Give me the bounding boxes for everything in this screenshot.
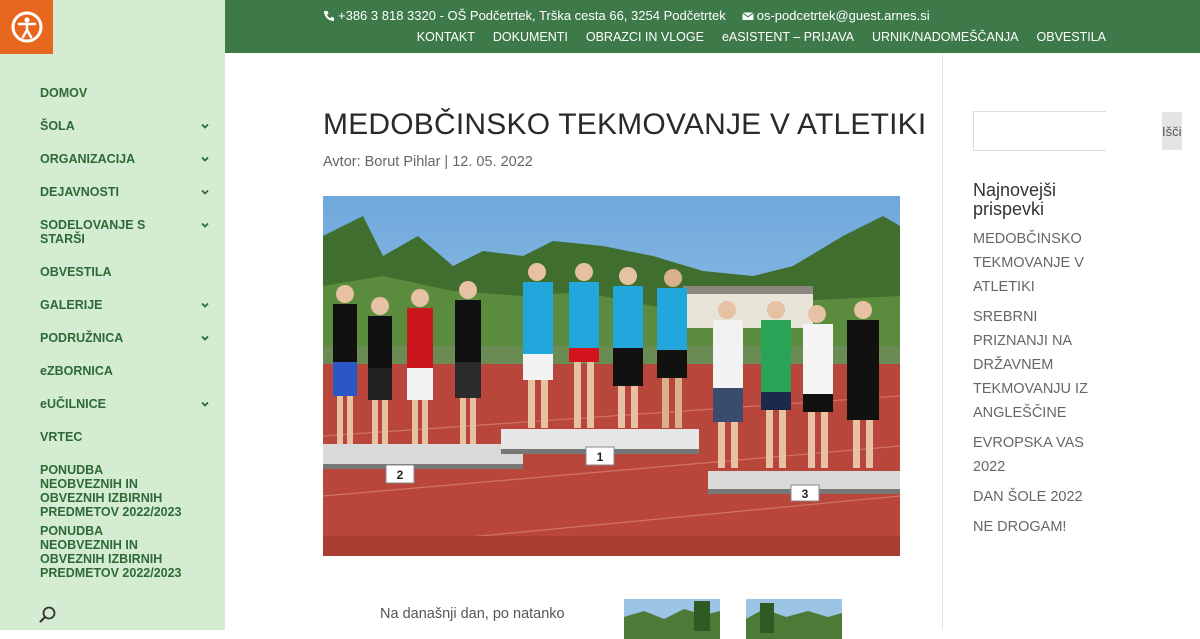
- topnav-urnik[interactable]: URNIK/NADOMEŠČANJA: [871, 30, 1019, 44]
- svg-text:1: 1: [596, 450, 604, 464]
- sidebar-nav-item[interactable]: [40, 152, 210, 166]
- recent-post-link[interactable]: DAN ŠOLE 2022: [973, 489, 1083, 505]
- sidebar-nav-item[interactable]: [40, 397, 210, 411]
- accessibility-icon: [10, 10, 44, 44]
- chevron-down-icon[interactable]: [200, 154, 210, 164]
- gallery-thumbnail[interactable]: [746, 599, 842, 639]
- envelope-icon: [742, 10, 754, 22]
- chevron-down-icon[interactable]: [200, 121, 210, 131]
- left-sidebar: [0, 0, 225, 630]
- sidebar-nav-item[interactable]: [40, 265, 210, 279]
- athletes-podium-photo: [323, 196, 900, 556]
- sidebar-nav-item[interactable]: [40, 331, 210, 345]
- sidebar-nav-label: PONUDBA NEOBVEZNIH IN OBVEZNIH IZBIRNIH PREDMETOV 2022/2023: [40, 463, 182, 519]
- recent-post-link[interactable]: SREBRNI PRIZNANJI NA DRŽAVNEM TEKMOVANJU IZ ANGLEŠČINE: [973, 309, 1088, 421]
- chevron-down-icon[interactable]: [200, 300, 210, 310]
- chevron-down-icon[interactable]: [200, 187, 210, 197]
- top-header: [225, 0, 1200, 53]
- search-widget: [973, 111, 1182, 151]
- sidebar-nav-label: SODELOVANJE S STARŠI: [40, 218, 146, 246]
- sidebar-nav-item[interactable]: [40, 524, 210, 580]
- sidebar-nav-item[interactable]: [40, 86, 210, 100]
- sidebar-nav-item[interactable]: [40, 430, 210, 444]
- sidebar-nav-label: GALERIJE: [40, 298, 103, 312]
- sidebar-nav-item[interactable]: [40, 185, 210, 199]
- search-icon[interactable]: [38, 605, 58, 625]
- recent-post-link[interactable]: MEDOBČINSKO TEKMOVANJE V ATLETIKI: [973, 231, 1084, 295]
- post-featured-image[interactable]: [323, 196, 900, 556]
- contact-info: [323, 8, 930, 23]
- post-meta: Avtor: Borut Pihlar | 12. 05. 2022: [323, 154, 533, 170]
- chevron-down-icon[interactable]: [200, 333, 210, 343]
- sidebar-nav-label: eUČILNICE: [40, 397, 106, 411]
- top-nav: [417, 30, 1106, 44]
- topnav-kontakt[interactable]: KONTAKT: [416, 30, 475, 44]
- search-button[interactable]: Išči: [1162, 112, 1182, 150]
- email-text: os-podcetrtek@guest.arnes.si: [756, 8, 930, 23]
- sidebar-nav-label: ORGANIZACIJA: [40, 152, 136, 166]
- sidebar-nav-label: PODRUŽNICA: [40, 331, 124, 345]
- thumbnail-image: [746, 599, 842, 639]
- accessibility-button[interactable]: [0, 0, 53, 54]
- sidebar-nav-label: DOMOV: [40, 86, 88, 100]
- phone-icon: [323, 10, 335, 22]
- email-link[interactable]: [742, 8, 930, 23]
- sidebar-nav-label: VRTEC: [40, 430, 83, 444]
- sidebar-nav-label: ŠOLA: [40, 119, 75, 133]
- sidebar-nav-label: DEJAVNOSTI: [40, 185, 119, 199]
- sidebar-nav-label: eZBORNICA: [40, 364, 113, 378]
- recent-posts-heading: Najnovejši prispevki: [973, 180, 1057, 219]
- svg-text:3: 3: [801, 487, 809, 501]
- recent-post-link[interactable]: EVROPSKA VAS 2022: [973, 435, 1084, 475]
- sidebar-nav-item[interactable]: [40, 463, 210, 519]
- topnav-dokumenti[interactable]: DOKUMENTI: [492, 30, 568, 44]
- svg-text:2: 2: [396, 468, 404, 482]
- content-divider: [942, 53, 943, 630]
- recent-post-link[interactable]: NE DROGAM!: [973, 519, 1067, 535]
- sidebar-nav-label: OBVESTILA: [40, 265, 112, 279]
- thumbnail-image: [624, 599, 720, 639]
- chevron-down-icon[interactable]: [200, 399, 210, 409]
- sidebar-nav-item[interactable]: [40, 119, 210, 133]
- recent-posts-list: [973, 227, 1113, 545]
- topnav-obvestila[interactable]: OBVESTILA: [1036, 30, 1106, 44]
- topnav-easistent[interactable]: eASISTENT – PRIJAVA: [721, 30, 854, 44]
- chevron-down-icon[interactable]: [200, 220, 210, 230]
- gallery-thumbnail[interactable]: [624, 599, 720, 639]
- topnav-obrazci[interactable]: OBRAZCI IN VLOGE: [585, 30, 704, 44]
- sidebar-nav-item[interactable]: [40, 298, 210, 312]
- post-body-text: Na današnji dan, po natanko: [380, 606, 565, 622]
- post-title: MEDOBČINSKO TEKMOVANJE V ATLETIKI: [323, 108, 927, 141]
- search-input[interactable]: [974, 112, 1162, 150]
- sidebar-nav-item[interactable]: [40, 364, 210, 378]
- phone-address: +386 3 818 3320 - OŠ Podčetrtek, Trška cesta 66, 3254 Podčetrtek: [338, 8, 726, 23]
- sidebar-nav-item[interactable]: [40, 218, 210, 246]
- sidebar-nav-label: PONUDBA NEOBVEZNIH IN OBVEZNIH IZBIRNIH PREDMETOV 2022/2023: [40, 524, 182, 580]
